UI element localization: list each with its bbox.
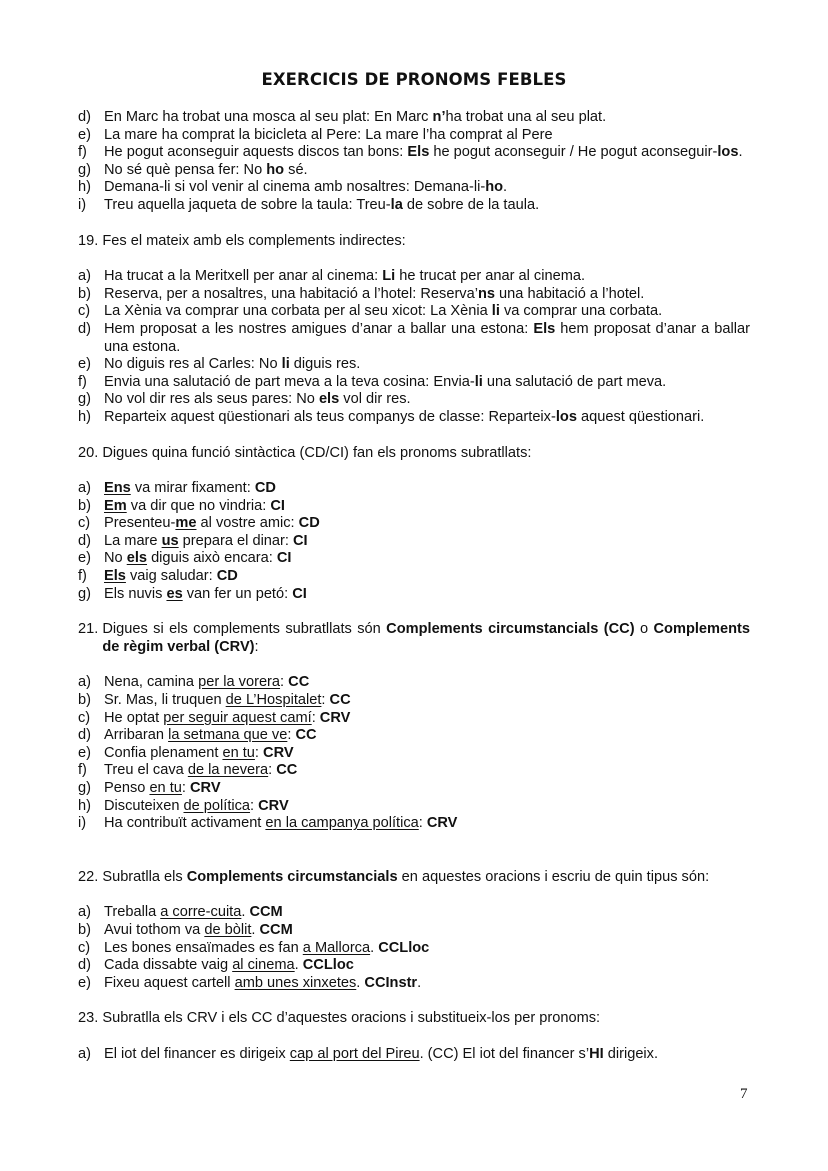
item-label: a) [78, 674, 91, 691]
text-run: . (CC) El iot del financer s’ [419, 1045, 590, 1062]
exercise-item [78, 815, 750, 833]
text-run: Treballa [104, 904, 161, 921]
bold-text: CCLloc [378, 939, 430, 956]
page-number: 7 [740, 1086, 748, 1102]
item-text [104, 940, 750, 958]
item-label: c) [78, 515, 91, 532]
item-text [104, 710, 750, 728]
exercise-heading [78, 1010, 750, 1028]
exercise-heading [78, 445, 750, 463]
underlined-pronoun: Els [104, 568, 126, 585]
underlined-complement: a Mallorca [302, 939, 371, 956]
item-text [104, 798, 750, 816]
underlined-complement: per la vorera [198, 674, 281, 691]
exercise-heading [78, 233, 750, 251]
exercise-item [78, 286, 750, 304]
item-label: f) [78, 144, 87, 161]
spacer [78, 427, 750, 445]
bold-text: CRV [263, 744, 294, 761]
text-run: he trucat per anar al cinema. [395, 268, 586, 285]
text-run: No [104, 550, 127, 567]
text-run: : [321, 692, 330, 709]
bold-text: Complements de règim verbal (CRV) [102, 621, 751, 655]
item-label: f) [78, 762, 87, 779]
text-run: : [280, 674, 289, 691]
text-run: Nena, camina [104, 674, 199, 691]
text-run: He optat [104, 709, 164, 726]
text-run: Subratlla els [102, 868, 187, 885]
item-text [104, 922, 750, 940]
text-run: Discuteixen [104, 797, 184, 814]
text-run: Cada dissabte vaig [104, 957, 233, 974]
bold-text: li [281, 356, 290, 373]
text-run: Ha trucat a la Meritxell per anar al cinema: [104, 268, 383, 285]
text-run: . [356, 974, 365, 991]
item-text [104, 568, 750, 586]
exercise-item [78, 321, 750, 356]
item-label: g) [78, 391, 91, 408]
exercise-number: 19. [78, 232, 103, 249]
text-run: Demana-li si vol venir al cinema amb nosaltres: Demana-li- [104, 179, 486, 196]
bold-text: CRV [190, 780, 221, 796]
text-run: Digues si els complements subratllats són [102, 621, 387, 638]
text-run: : [254, 638, 259, 655]
item-text [104, 745, 750, 763]
text-run: o [634, 621, 654, 638]
underlined-complement: de la nevera [187, 762, 269, 779]
bold-text: los [717, 144, 739, 161]
exercise-heading [78, 869, 750, 887]
item-label: h) [78, 408, 91, 425]
item-text [104, 321, 750, 356]
underlined-complement: per seguir aquest camí [163, 709, 312, 726]
spacer [78, 603, 750, 621]
spacer [78, 992, 750, 1010]
exercise-number: 22. [78, 868, 103, 885]
underlined-pronoun: es [166, 585, 183, 602]
spacer [78, 250, 750, 268]
bold-text: ho [485, 179, 504, 196]
item-text [104, 762, 750, 780]
text-run: Arribaran [104, 727, 169, 744]
bold-text: li [474, 373, 483, 390]
exercise-item [78, 391, 750, 409]
text-run: El iot del financer es dirigeix [104, 1045, 290, 1062]
exercise-item [78, 480, 750, 498]
underlined-complement: de política [183, 797, 251, 814]
item-text [104, 815, 750, 833]
text-run: . [241, 904, 250, 921]
text-run: : [311, 709, 320, 726]
item-text [104, 1046, 750, 1064]
item-text [104, 550, 750, 568]
underlined-pronoun: Em [104, 497, 127, 514]
exercise-instruction [102, 233, 750, 251]
text-run: vol dir res. [339, 391, 411, 408]
text-run: Les bones ensaïmades es fan [104, 939, 303, 956]
exercise-item [78, 498, 750, 516]
exercise-item [78, 162, 750, 180]
bold-text: Complements circumstancials (CC) [386, 621, 635, 638]
text-run: No vol dir res als seus pares: No [104, 391, 319, 408]
bold-text: los [555, 408, 577, 425]
item-text [104, 179, 750, 197]
text-run: : [181, 780, 191, 796]
exercise-content [78, 109, 750, 1064]
text-run: aquest qüestionari. [576, 408, 705, 425]
text-run: . [738, 144, 743, 161]
text-run: . [294, 957, 303, 974]
spacer [78, 656, 750, 674]
exercise-item [78, 515, 750, 533]
exercise-instruction [102, 621, 750, 656]
text-run: Treu el cava [104, 762, 188, 779]
underlined-pronoun: us [161, 532, 179, 549]
item-text [104, 975, 750, 993]
exercise-heading [78, 621, 750, 656]
item-text [104, 957, 750, 975]
text-run: en aquestes oracions i escriu de quin tipus són: [397, 868, 710, 885]
exercise-item [78, 268, 750, 286]
exercise-item [78, 179, 750, 197]
item-label: e) [78, 356, 91, 373]
exercise-item [78, 374, 750, 392]
bold-text: la [390, 196, 403, 213]
underlined-complement: en tu [149, 780, 182, 796]
text-run: . [251, 921, 260, 938]
bold-text: CRV [426, 815, 458, 832]
bold-text: CC [276, 762, 298, 779]
bold-text: Els [533, 320, 556, 337]
bold-text: Complements circumstancials [186, 868, 398, 885]
text-run: . [370, 939, 379, 956]
text-run: Ha contribuït activament [104, 815, 266, 832]
exercise-item [78, 674, 750, 692]
item-text [104, 391, 750, 409]
text-run: : [250, 797, 259, 814]
exercise-number: 21. [78, 621, 103, 638]
spacer [78, 886, 750, 904]
exercise-item [78, 550, 750, 568]
spacer [78, 462, 750, 480]
bold-text: HI [589, 1045, 604, 1062]
bold-text: CI [276, 550, 292, 567]
item-text [104, 162, 750, 180]
underlined-complement: en tu [222, 744, 255, 761]
text-run: Penso [104, 780, 150, 796]
exercise-item [78, 197, 750, 215]
exercise-item [78, 710, 750, 728]
bold-text: CD [254, 480, 276, 497]
underlined-complement: amb unes xinxetes [234, 974, 357, 991]
bold-text: CCLloc [302, 957, 354, 974]
underlined-complement: de bòlit [204, 921, 252, 938]
text-run: Digues quina funció sintàctica (CD/CI) fan els pronoms subratllats: [102, 444, 532, 461]
text-run: de sobre de la taula. [402, 196, 540, 213]
item-text [104, 127, 750, 145]
item-text [104, 692, 750, 710]
item-text [104, 268, 750, 286]
underlined-pronoun: me [175, 515, 197, 532]
item-label: i) [78, 815, 87, 832]
text-run: : [418, 815, 427, 832]
text-run: Reserva, per a nosaltres, una habitació a l’hotel: Reserva’ [104, 285, 478, 302]
bold-text: CRV [258, 797, 289, 814]
item-label: h) [78, 179, 91, 196]
text-run: Els nuvis [104, 585, 167, 602]
exercise-number: 20. [78, 444, 103, 461]
bold-text: CRV [319, 709, 351, 726]
bold-text: CCInstr [364, 974, 418, 991]
underlined-complement: la setmana que ve [168, 727, 288, 744]
item-label: e) [78, 744, 91, 761]
text-run: va dir que no vindria: [126, 497, 271, 514]
item-label: c) [78, 939, 91, 956]
item-label: b) [78, 692, 91, 709]
exercise-item [78, 940, 750, 958]
item-label: d) [78, 532, 91, 549]
item-label: b) [78, 285, 91, 302]
item-label: b) [78, 921, 91, 938]
bold-text: Els [407, 144, 430, 161]
bold-text: li [491, 303, 500, 320]
item-label: e) [78, 126, 91, 143]
exercise-item [78, 127, 750, 145]
item-text [104, 674, 750, 692]
item-label: e) [78, 550, 91, 567]
underlined-complement: cap al port del Pireu [289, 1045, 420, 1062]
item-label: d) [78, 109, 91, 125]
exercise-instruction [102, 445, 750, 463]
item-label: h) [78, 797, 91, 814]
text-run: La mare ha comprat la bicicleta al Pere: La mare l’ha comprat al Pere [104, 126, 553, 143]
text-run: van fer un petó: [182, 585, 293, 602]
item-text [104, 303, 750, 321]
exercise-instruction [102, 869, 750, 887]
bold-text: CC [288, 674, 310, 691]
item-label: c) [78, 303, 91, 320]
text-run: Hem proposat a les nostres amigues d’anar a ballar una estona: [104, 320, 534, 337]
text-run: sé. [284, 161, 308, 178]
text-run: Subratlla els CRV i els CC d’aquestes oracions i substitueix-los per pronoms: [102, 1010, 601, 1027]
exercise-item [78, 1046, 750, 1064]
item-label: g) [78, 161, 91, 178]
item-label: a) [78, 268, 91, 285]
bold-text: CC [295, 727, 317, 744]
text-run: va comprar una corbata. [499, 303, 663, 320]
text-run: No diguis res al Carles: No [104, 356, 282, 373]
item-text [104, 197, 750, 215]
exercise-item [78, 533, 750, 551]
text-run: Fixeu aquest cartell [104, 974, 235, 991]
exercise-item [78, 957, 750, 975]
text-run: va mirar fixament: [130, 480, 255, 497]
text-run: Treu aquella jaqueta de sobre la taula: Treu- [104, 196, 391, 213]
text-run: La mare [104, 532, 162, 549]
exercise-item [78, 409, 750, 427]
text-run: Confia plenament [104, 744, 223, 761]
item-text [104, 498, 750, 516]
item-text [104, 144, 750, 162]
item-label: b) [78, 497, 91, 514]
exercise-item [78, 109, 750, 127]
bold-text: CCM [259, 921, 293, 938]
text-run: ha trobat una al seu plat. [445, 109, 607, 125]
exercise-instruction [102, 1010, 750, 1028]
text-run: La Xènia va comprar una corbata per al seu xicot: La Xènia [104, 303, 492, 320]
exercise-number: 23. [78, 1010, 103, 1027]
text-run: hem proposat d’anar a ballar una estona. [104, 320, 750, 355]
item-label: e) [78, 974, 91, 991]
text-run: Reparteix aquest qüestionari als teus companys de classe: Reparteix- [104, 408, 556, 425]
spacer [78, 1028, 750, 1046]
item-label: a) [78, 904, 91, 921]
item-label: g) [78, 585, 91, 602]
bold-text: els [318, 391, 340, 408]
bold-text: CCM [249, 904, 283, 921]
exercise-item [78, 745, 750, 763]
text-run: diguis això encara: [147, 550, 277, 567]
text-run: He pogut aconseguir aquests discos tan bons: [104, 144, 408, 161]
text-run: diguis res. [289, 356, 361, 373]
bold-text: CD [298, 515, 320, 532]
exercise-item [78, 780, 750, 798]
text-run: : [268, 762, 277, 779]
text-run: vaig saludar: [125, 568, 217, 585]
item-text [104, 780, 750, 798]
text-run: Presenteu- [104, 515, 176, 532]
bold-text: CD [216, 568, 238, 585]
item-label: d) [78, 727, 91, 744]
item-text [104, 533, 750, 551]
exercise-item [78, 356, 750, 374]
item-text [104, 515, 750, 533]
page-title: EXERCICIS DE PRONOMS FEBLES [261, 70, 567, 89]
underlined-complement: al cinema [232, 957, 295, 974]
item-label: a) [78, 1045, 91, 1062]
underlined-pronoun: els [126, 550, 148, 567]
text-run: . [503, 179, 508, 196]
item-text [104, 409, 750, 427]
text-run: prepara el dinar: [178, 532, 294, 549]
spacer [78, 215, 750, 233]
text-run: Fes el mateix amb els complements indirectes: [102, 232, 406, 249]
bold-text: CC [329, 692, 351, 709]
bold-text: ns [477, 285, 495, 302]
text-run: . [417, 974, 422, 991]
item-label: f) [78, 568, 87, 585]
exercise-item [78, 586, 750, 604]
item-text [104, 904, 750, 922]
text-run: : [287, 727, 296, 744]
text-run: dirigeix. [603, 1045, 659, 1062]
underlined-pronoun: Ens [104, 480, 131, 497]
spacer [78, 833, 750, 869]
text-run: : [254, 744, 264, 761]
item-text [104, 480, 750, 498]
item-text [104, 109, 750, 127]
exercise-item [78, 144, 750, 162]
text-run: al vostre amic: [196, 515, 299, 532]
item-label: i) [78, 196, 87, 213]
exercise-item [78, 303, 750, 321]
bold-text: CI [293, 532, 308, 549]
underlined-complement: a corre-cuita [160, 904, 242, 921]
underlined-complement: de L’Hospitalet [225, 692, 322, 709]
item-label: g) [78, 780, 91, 796]
bold-text: CI [270, 497, 285, 514]
item-label: f) [78, 373, 87, 390]
exercise-item [78, 762, 750, 780]
underlined-complement: en la campanya política [265, 815, 419, 832]
bold-text: ho [266, 161, 285, 178]
item-label: a) [78, 480, 91, 497]
exercise-item [78, 692, 750, 710]
item-label: d) [78, 957, 91, 974]
text-run: No sé què pensa fer: No [104, 161, 267, 178]
exercise-item [78, 798, 750, 816]
item-text [104, 286, 750, 304]
text-run: una salutació de part meva. [482, 373, 667, 390]
text-run: he pogut aconseguir / He pogut aconseguir- [429, 144, 718, 161]
text-run: Avui tothom va [104, 921, 205, 938]
exercise-item [78, 904, 750, 922]
item-label: c) [78, 709, 91, 726]
item-text [104, 586, 750, 604]
exercise-item [78, 568, 750, 586]
text-run: una habitació a l’hotel. [495, 285, 645, 302]
bold-text: CI [292, 585, 307, 602]
text-run: En Marc ha trobat una mosca al seu plat: En Marc [104, 109, 433, 125]
exercise-item [78, 727, 750, 745]
item-label: d) [78, 320, 91, 337]
item-text [104, 727, 750, 745]
exercise-item [78, 975, 750, 993]
exercise-item [78, 922, 750, 940]
item-text [104, 356, 750, 374]
bold-text: n’ [432, 109, 446, 125]
bold-text: Li [382, 268, 396, 285]
text-run: Sr. Mas, li truquen [104, 692, 226, 709]
text-run: Envia una salutació de part meva a la teva cosina: Envia- [104, 373, 475, 390]
item-text [104, 374, 750, 392]
